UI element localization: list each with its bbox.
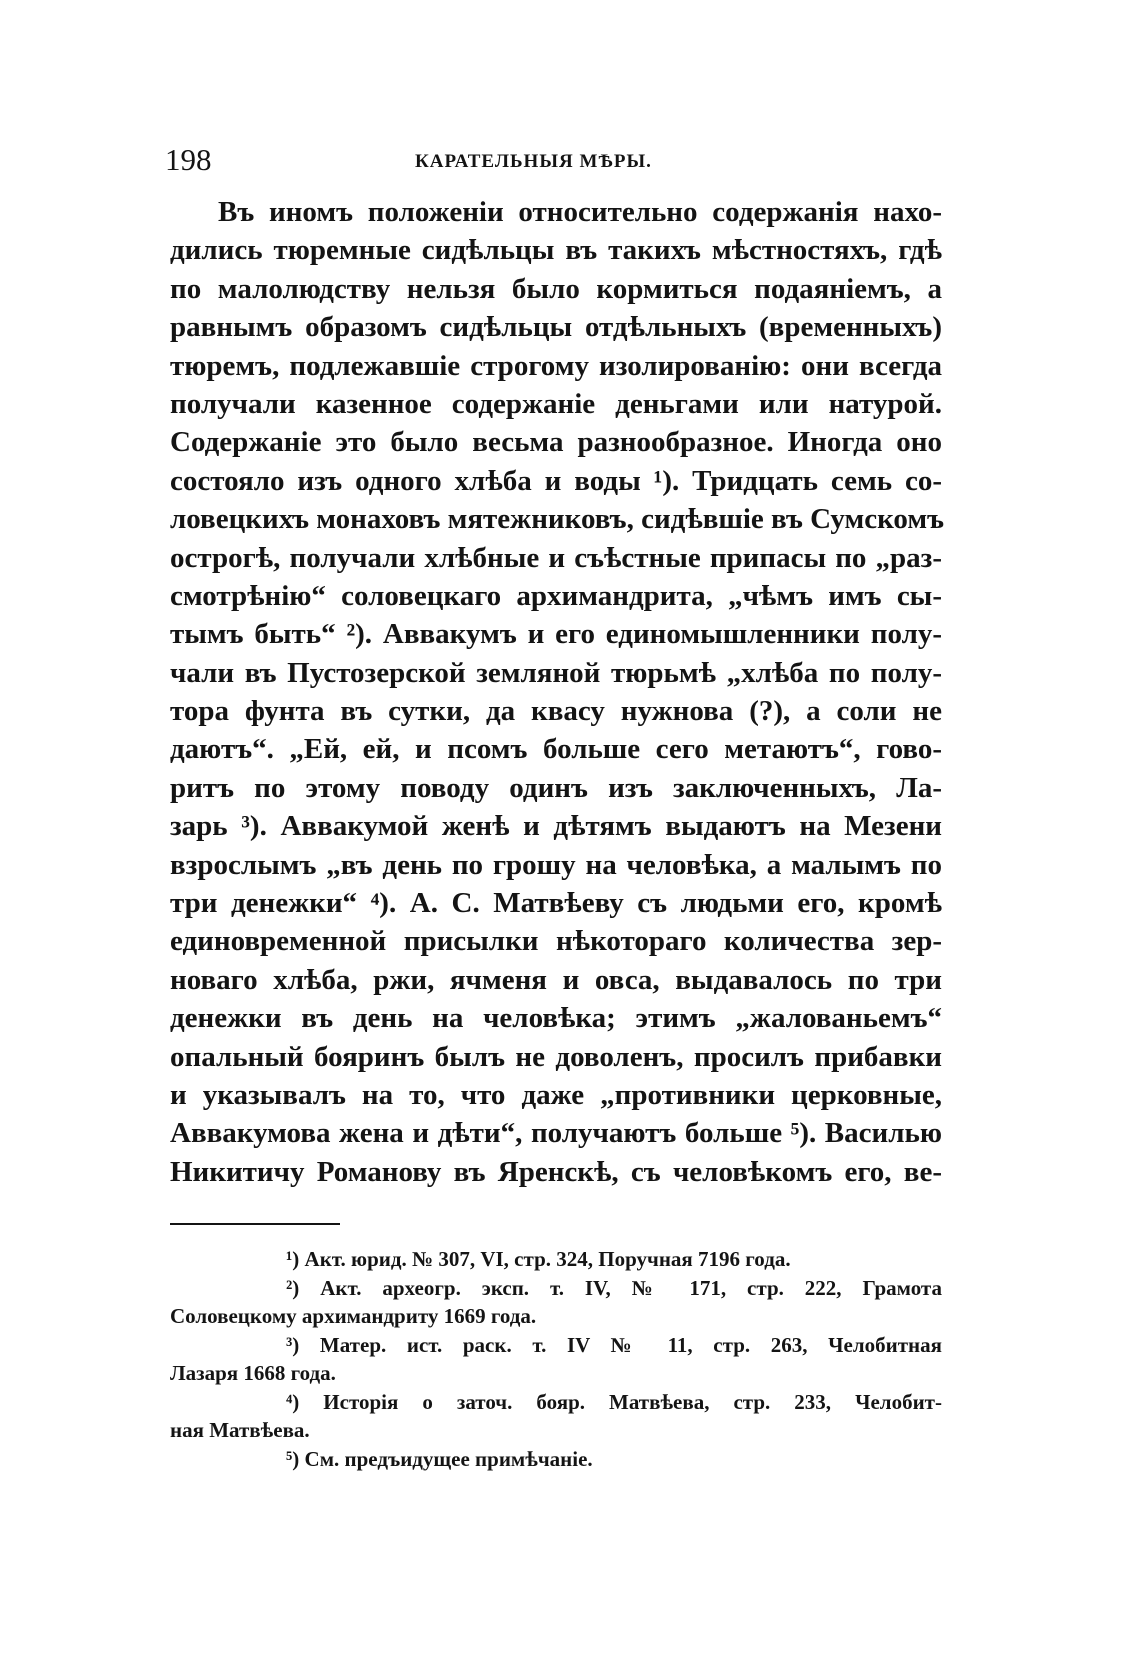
text-line: Никитичу Романову въ Яренскѣ, съ человѣкомъ его, ве- xyxy=(170,1155,942,1188)
footnote-divider xyxy=(170,1223,340,1225)
text-line: по малолюдству нельзя было кормиться подаяніемъ, а xyxy=(170,272,942,305)
running-head: КАРАТЕЛЬНЫЯ МѢРЫ. xyxy=(415,151,652,172)
text-line: даютъ“. „Ей, ей, и псомъ больше сего метаютъ“, гово- xyxy=(170,733,942,766)
text-line: состояло изъ одного хлѣба и воды ¹). Тридцать семь со- xyxy=(170,464,942,497)
text-line: Содержаніе это было весьма разнообразное. Иногда оно xyxy=(170,426,942,459)
body-text xyxy=(170,193,945,1191)
footnotes xyxy=(170,1245,942,1473)
text-line: острогѣ, получали хлѣбные и съѣстные припасы по „раз- xyxy=(170,541,942,574)
page-number: 198 xyxy=(165,142,212,177)
footnote-line: ²) Акт. археогр. эксп. т. IV, № 171, стр. 222, Грамота xyxy=(286,1275,942,1300)
text-line: равнымъ образомъ сидѣльцы отдѣльныхъ (временныхъ) xyxy=(170,311,942,344)
text-line: опальный бояринъ былъ не доволенъ, просилъ прибавки xyxy=(170,1040,942,1073)
text-line: ритъ по этому поводу одинъ изъ заключенныхъ, Ла- xyxy=(170,771,942,804)
text-line: Въ иномъ положеніи относительно содержанія нахо- xyxy=(218,196,942,228)
footnote-line: ¹) Акт. юрид. № 307, VI, стр. 324, Поручная 7196 года. xyxy=(286,1247,791,1271)
footnote-line: Соловецкому архимандриту 1669 года. xyxy=(170,1304,537,1328)
footnote-line: ³) Матер. ист. раск. т. IV № 11, стр. 263, Челобитная xyxy=(286,1332,942,1357)
text-line: единовременной присылки нѣкотораго количества зер- xyxy=(170,925,942,958)
footnote-line: ная Матвѣева. xyxy=(170,1418,310,1442)
text-line: смотрѣнію“ соловецкаго архимандрита, „чѣмъ имъ сы- xyxy=(170,579,942,612)
text-line: Аввакумова жена и дѣти“, получаютъ больше ⁵). Василью xyxy=(170,1117,942,1150)
footnote-line: ⁴) Исторія о заточ. бояр. Матвѣева, стр. 233, Челобит- xyxy=(286,1389,942,1414)
footnote-line: ⁵) См. предъидущее примѣчаніе. xyxy=(286,1446,593,1471)
text-line: тымъ быть“ ²). Аввакумъ и его единомышленники полу- xyxy=(170,618,942,651)
page-header xyxy=(165,140,935,180)
text-line: три денежки“ ⁴). А. С. Матвѣеву съ людьми его, кромѣ xyxy=(170,887,942,920)
text-line: тора фунта въ сутки, да квасу нужнова (?), а соли не xyxy=(170,695,942,728)
text-line: дились тюремные сидѣльцы въ такихъ мѣстностяхъ, гдѣ xyxy=(170,234,942,267)
text-line: денежки въ день на человѣка; этимъ „жалованьемъ“ xyxy=(170,1002,942,1035)
text-line: новаго хлѣба, ржи, ячменя и овса, выдавалось по три xyxy=(170,963,942,996)
text-line: тюремъ, подлежавшіе строгому изолированію: они всегда xyxy=(170,349,942,382)
footnote-line: Лазаря 1668 года. xyxy=(170,1361,336,1385)
text-line: и указывалъ на то, что даже „противники церковные, xyxy=(170,1078,942,1111)
text-line: взрослымъ „въ день по грошу на человѣка, а малымъ по xyxy=(170,848,942,881)
text-line: зарь ³). Аввакумой женѣ и дѣтямъ выдаютъ на Мезени xyxy=(170,810,942,843)
text-line: получали казенное содержаніе деньгами или натурой. xyxy=(170,387,942,420)
text-line: чали въ Пустозерской земляной тюрьмѣ „хлѣба по полу- xyxy=(170,656,942,689)
text-line: ловецкихъ монаховъ мятежниковъ, сидѣвшіе въ Сумскомъ xyxy=(170,503,945,536)
